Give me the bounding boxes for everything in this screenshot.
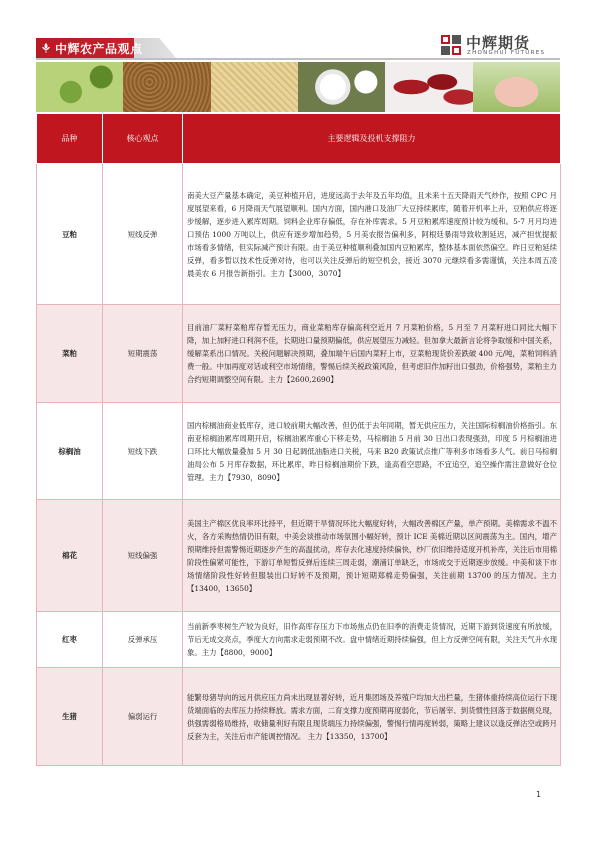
table-row-red-dates: [37, 612, 561, 668]
variety-cell: 棉花: [37, 500, 103, 612]
view-cell: 短线偏强: [103, 500, 183, 612]
logic-cell: 美国主产棉区优良率环比持平，但近期干旱情况环比大幅度好转，大幅改善棉区产量，单产预期。美棉需求不温不火，各方采购热情仍旧有限，中美会谈推动市场氛围小幅好转，预计 ICE 美棉近期以区间震荡为主。国内，增产预期维持但需警惕近期逐步产生的高温扰动，库存去化速度持续偏快，纱厂依旧维持适度开机补库，关注后市用棉阶段性偏紧可能性，下游订单短暂反弹后连续三周走弱，潮涌订单缺乏，市场成交于近期逐步放缓。中美和谈下市场情绪阶段性好转但服装出口好转不及预期，预计短期郑棉走势偏强，关注前期 13700 的压力情况。主力【13400，13650】: [183, 500, 561, 612]
company-logo: [440, 32, 560, 60]
hog-photo: [473, 62, 560, 112]
logic-cell: 目前油厂菜籽菜粕库存暂无压力，商业菜粕库存偏高利空近月 7 月菜粕价格，5 月至 7 月菜籽进口同比大幅下降，加上加籽进口利润不佳，长期进口量预期偏低，供应展望压力减轻。但加拿大最新言论将争取缓和中国关系，缓解菜系出口情况。关税问题解决预期，叠加端午后国内菜籽上市，豆菜粕现货价差跌破 400 元/吨，菜粕饲料消费一般。中加再度对话或利空市场情绪，警惕后续关税政策风险，但考虑旧作加籽出口强劲，价格强势，菜粕主力合约短期调整空间有限。主力【2600,2690】: [183, 305, 561, 403]
table-row-rapeseed-meal: [37, 305, 561, 403]
variety-cell: 菜粕: [37, 305, 103, 403]
table-row-cotton: [37, 500, 561, 612]
grain-icon: [40, 42, 52, 54]
page-header: [0, 0, 595, 62]
page-number: 1: [536, 790, 542, 799]
cotton-photo: [298, 62, 385, 112]
logo-chinese: 中辉期货: [466, 34, 531, 52]
table-row-soybean-meal: [37, 164, 561, 305]
variety-cell: 棕榈油: [37, 403, 103, 500]
logic-cell: 南美大豆产量基本确定，美豆种植开启，进度远高于去年及五年均值，且未来十五天降雨天气炒作，按照 CPC 月度展望来看，6 月降雨天气展望顺利。国内方面，国内港口及油厂大豆持续累库，随着开机率上升，豆粕供应将逐步缓解，逐步进入累库周期。饲料企业库存偏低，存在补库需求。5 月豆粕累库速度预计较为缓和。5-7 月月均进口预估 1000 万吨以上，供应有逐步增加趋势，5 月美农报告偏利多，阿根廷暴雨导致收割延迟，减产担忧提振市场看多情绪，但实际减产预计有限。由于美豆种植顺利叠加国内豆粕累库，整体基本面依然偏空。昨日豆粕延续反弹，看多暂以技术性反弹对待，也可以关注反弹后的短空机会，接近 3070 元继续看多需谨慎，关注本周五凌晨美农 6 月报告新指引。主力【3000，3070】: [183, 164, 561, 305]
column-header-logic: 主要逻辑及投机支撑阻力: [183, 114, 561, 164]
commodity-photo-banner: [36, 62, 560, 112]
variety-cell: 生猪: [37, 668, 103, 766]
view-cell: 反弹承压: [103, 612, 183, 668]
view-cell: 短期震荡: [103, 305, 183, 403]
soybean-meal-photo: [211, 62, 298, 112]
logic-cell: 能繁母猪导向的远月供应压力尚未出现显著好转，近月集团场及养殖户均加大出栏量，生猪体重持续高位运行下现货端面临的去库压力持续释放。需求方面，二育支撑力度预期再度弱化，节后屠宰、到货惯性回落于数据侧兑现，供强需弱格局维持，收储量利好有限且现货端压力持续偏强，警惕行情再度转弱，策略上建议以逢反弹沽空或跨月反套为主，关注后市产能调控情况。 主力【13350，13700】: [183, 668, 561, 766]
table-row-palm-oil: [37, 403, 561, 500]
column-header-view: 核心观点: [103, 114, 183, 164]
variety-cell: 红枣: [37, 612, 103, 668]
view-cell: 短线下跌: [103, 403, 183, 500]
table-header-row: [37, 114, 561, 164]
logo-english: ZHONGHUI FUTURES: [467, 50, 546, 56]
soybean-plant-photo: [36, 62, 123, 112]
view-cell: 短线反弹: [103, 164, 183, 305]
variety-cell: 豆粕: [37, 164, 103, 305]
logic-cell: 国内棕榈油商业低库存，进口较前期大幅改善，但仍低于去年同期，暂无供应压力，关注国际棕榈油价格指引。东南亚棕榈油累库周期开启，棕榈油累库重心下移走势，马棕榈油 5 月前 30 日出口表现强劲，印度 5 月棕榈油进口环比大幅放量叠加 5 月 30 日起调低油脂进口关税，马来 B20 政策试点推广等利多市场看多人气。前日马棕榈油局公布 5 月库存数据，环比累库，昨日棕榈油期价下跌，逢高看空思路，不宜追空，追空操作需注意做好仓位管理。主力【7930，8090】: [183, 403, 561, 500]
zhonghui-logo-icon: [440, 34, 462, 56]
section-title: 中辉农产品观点: [55, 42, 143, 56]
column-header-variety: 品种: [37, 114, 103, 164]
table-row-hog: [37, 668, 561, 766]
rapeseed-photo: [123, 62, 210, 112]
commodity-outlook-table: [36, 113, 561, 766]
view-cell: 偏弱运行: [103, 668, 183, 766]
logic-cell: 当前新季枣树生产较为良好，旧作高库存压力下市场焦点仍在旧季的消费走货情况，近期下游到货速度有所放缓，节后无成交亮点，季度大方向需求走弱预期不改。盘中情绪近期持续偏强，但上方反弹空间有限，关注天气升水现象。主力【8800，9000】: [183, 612, 561, 668]
red-dates-photo: [385, 62, 472, 112]
